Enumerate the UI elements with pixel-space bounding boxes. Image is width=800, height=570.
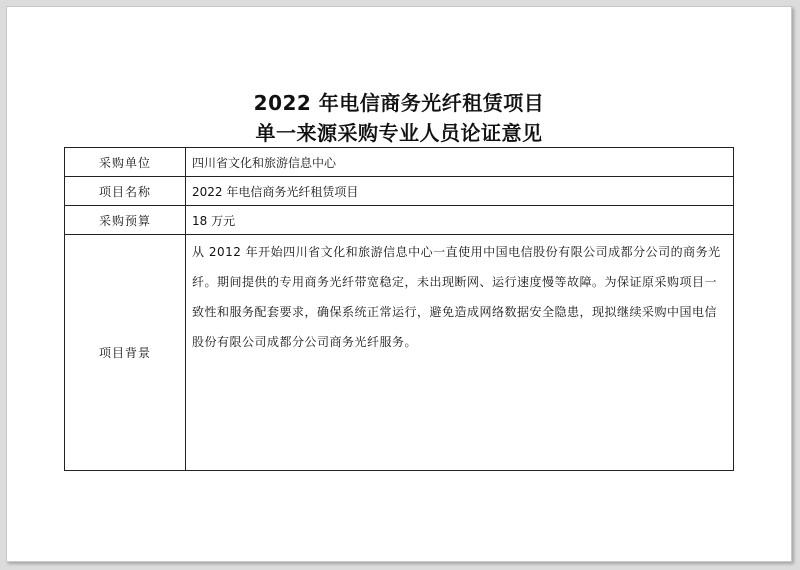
document-page (6, 6, 792, 562)
row-label-budget: 采购预算 (65, 206, 186, 235)
row-value-procurement-unit: 四川省文化和旅游信息中心 (186, 148, 734, 177)
row-label-project-name: 项目名称 (65, 177, 186, 206)
row-label-background: 项目背景 (65, 235, 186, 471)
table-row (65, 235, 734, 471)
table-row (65, 177, 734, 206)
document-title: 2022 年电信商务光纤租赁项目 (253, 91, 545, 115)
row-value-background: 从 2012 年开始四川省文化和旅游信息中心一直使用中国电信股份有限公司成都分公司的商务光纤。期间提供的专用商务光纤带宽稳定，未出现断网、运行速度慢等故障。为保证原采购项目一致性和服务配套要求，确保系统正常运行，避免造成网络数据安全隐患，现拟继续采购中国电信股份有限公司成都分公司商务光纤服务。 (186, 235, 734, 471)
info-table (64, 147, 734, 471)
document-subtitle: 单一来源采购专业人员论证意见 (255, 121, 543, 145)
table-row (65, 148, 734, 177)
row-label-procurement-unit: 采购单位 (65, 148, 186, 177)
row-value-project-name: 2022 年电信商务光纤租赁项目 (186, 177, 734, 206)
row-value-budget: 18 万元 (186, 206, 734, 235)
table-row (65, 206, 734, 235)
